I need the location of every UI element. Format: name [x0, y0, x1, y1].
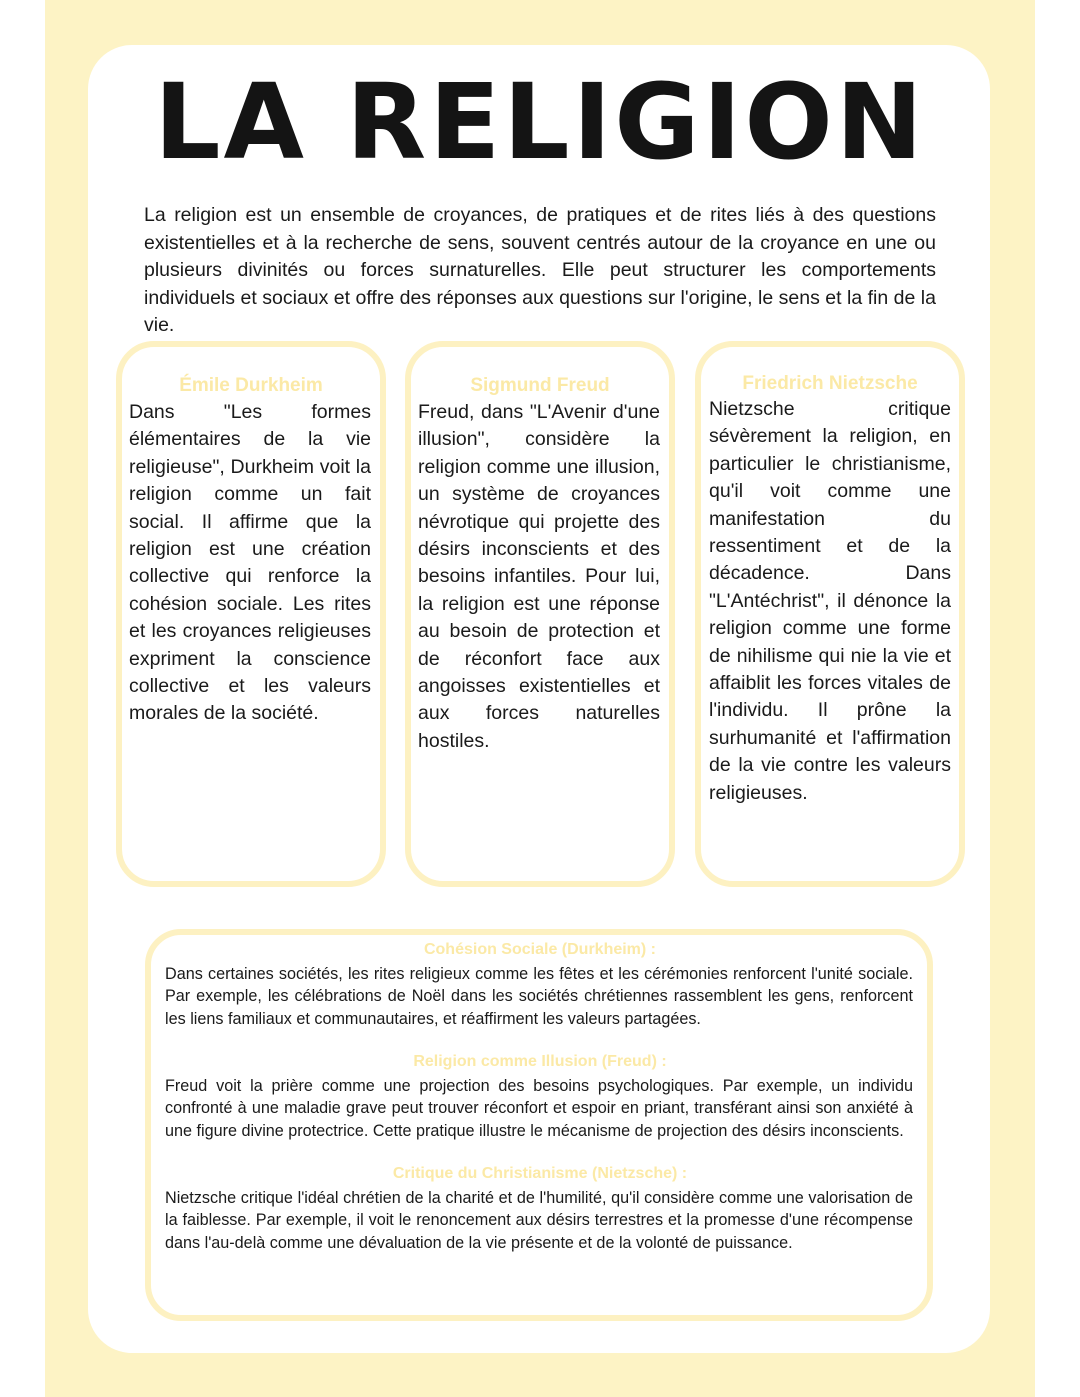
page-title: LA RELIGION — [154, 61, 926, 183]
freud-card-text: Freud, dans "L'Avenir d'une illusion", considère la religion comme une illusion, un système de croyances névrotique qui projette des désirs inconscients et des besoins infantiles. Pour lui, la religion est une réponse au besoin de protection et de réconfort face aux angoisses existentielles et aux forces naturelles hostiles. — [418, 401, 660, 752]
example-text-freud: Freud voit la prière comme une projection des besoins psychologiques. Par exemple, un individu confronté à une maladie grave peut trouver réconfort et espoir en priant, transférant ainsi son anxiété à une figure divine protectrice. Cette pratique illustre le mécanisme de projection des désirs inconscients. — [165, 1077, 913, 1140]
intro-paragraph: La religion est un ensemble de croyances, de pratiques et de rites liés à des questions existentielles et à la recherche de sens, souvent centrés autour de la croyance en une ou plusieurs divinités ou forces surnaturelles. Elle peut structurer les comportements individuels et sociaux et offre des réponses aux questions sur l'origine, le sens et la fin de la vie. — [144, 204, 936, 336]
nietzsche-card-text: Nietzsche critique sévèrement la religion, en particulier le christianisme, qu'il voit comme une manifestation du ressentiment et de la décadence. Dans "L'Antéchrist", il dénonce la religion comme une forme de nihilisme qui nie la vie et affaiblit les forces vitales de l'individu. Il prône la surhumanité et l'affirmation de la vie contre les valeurs religieuses. — [709, 398, 951, 804]
nietzsche-card-title: Friedrich Nietzsche — [742, 373, 918, 394]
example-heading-freud: Religion comme Illusion (Freud) : — [413, 1053, 667, 1070]
freud-card-title: Sigmund Freud — [470, 375, 610, 396]
example-heading-nietzsche: Critique du Christianisme (Nietzsche) : — [392, 1165, 688, 1182]
example-text-durkheim: Dans certaines sociétés, les rites religieux comme les fêtes et les cérémonies renforcent l'unité sociale. Par exemple, les célébrations de Noël dans les sociétés chrétiennes rassemblent les gens, renforcent les liens familiaux et communautaires, et réaffirment les valeurs partagées. — [165, 965, 913, 1028]
example-text-nietzsche: Nietzsche critique l'idéal chrétien de la charité et de l'humilité, qu'il considère comme une valorisation de la faiblesse. Par exemple, il voit le renoncement aux désirs terrestres et la promesse d'une récompense dans l'au-delà comme une dévaluation de la vie présente et de la volonté de puissance. — [165, 1189, 913, 1252]
durkheim-card-title: Émile Durkheim — [179, 375, 323, 396]
durkheim-card-text: Dans "Les formes élémentaires de la vie religieuse", Durkheim voit la religion comme un fait social. Il affirme que la religion est une création collective qui renforce la cohésion sociale. Les rites et les croyances religieuses expriment la conscience collective et les valeurs morales de la société. — [129, 401, 371, 725]
example-heading-durkheim: Cohésion Sociale (Durkheim) : — [423, 941, 657, 958]
